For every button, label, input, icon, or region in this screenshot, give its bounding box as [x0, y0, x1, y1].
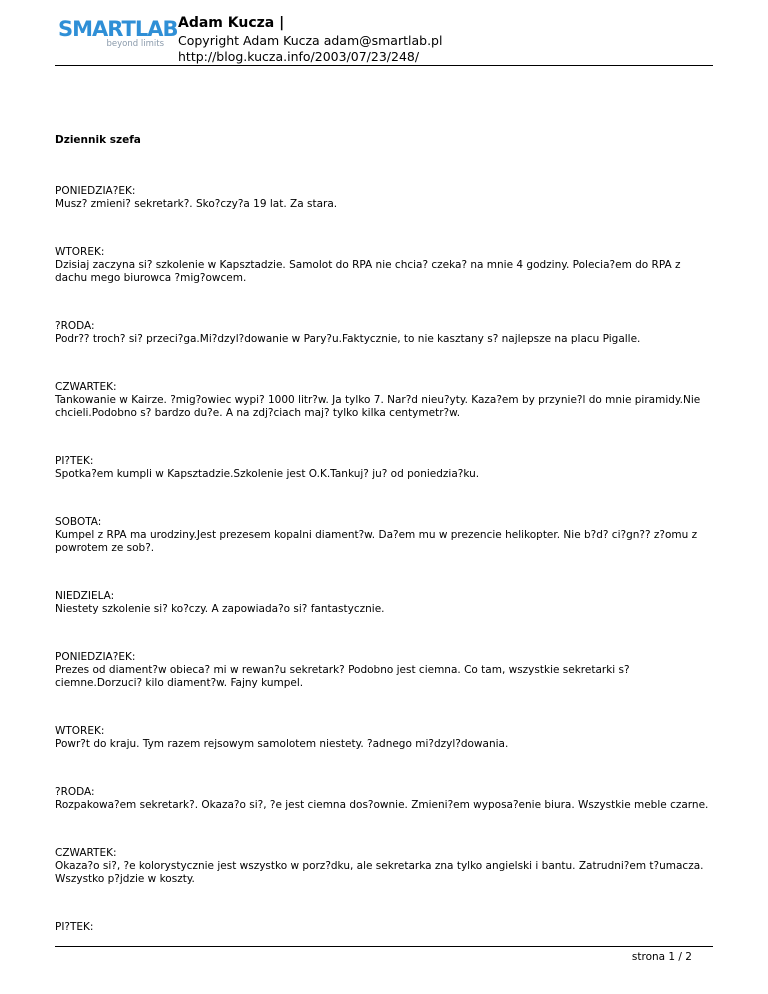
entry-day: PONIEDZIA?EK:	[55, 651, 136, 663]
entry-text: Okaza?o si?, ?e kolorystycznie jest wszystko w porz?dku, ale sekretarka zna tylko angielski i bantu. Zatrudni?em t?umacza. Wszystko p?jdzie w koszty.	[55, 860, 704, 885]
entry-day: WTOREK:	[55, 246, 105, 258]
logo-wordmark: SMARTLAB	[58, 17, 178, 41]
document-body	[55, 134, 713, 969]
logo-tagline: beyond limits	[106, 39, 164, 49]
entry-day: SOBOTA:	[55, 516, 102, 528]
diary-entry	[55, 185, 713, 211]
smartlab-logo	[58, 16, 178, 62]
diary-entry	[55, 381, 713, 420]
header-title: Adam Kucza |	[178, 15, 285, 31]
diary-entry	[55, 590, 713, 616]
diary-entry	[55, 786, 713, 812]
page-header	[55, 14, 713, 66]
entry-day: WTOREK:	[55, 725, 105, 737]
entry-day: PONIEDZIA?EK:	[55, 185, 136, 197]
diary-entry	[55, 455, 713, 481]
diary-entry	[55, 921, 713, 934]
entry-day: CZWARTEK:	[55, 847, 117, 859]
document-title: Dziennik szefa	[55, 134, 141, 146]
diary-entry	[55, 516, 713, 555]
entry-day: CZWARTEK:	[55, 381, 117, 393]
header-text	[178, 14, 713, 65]
entry-day: PI?TEK:	[55, 921, 94, 933]
entry-text: Rozpakowa?em sekretark?. Okaza?o si?, ?e jest ciemna dos?ownie. Zmieni?em wyposa?enie biura. Wszystkie meble czarne.	[55, 799, 709, 811]
entry-text: Niestety szkolenie si? ko?czy. A zapowiada?o si? fantastycznie.	[55, 603, 385, 615]
footer-divider	[55, 946, 713, 947]
entry-day: ?RODA:	[55, 320, 95, 332]
entry-text: Spotka?em kumpli w Kapsztadzie.Szkolenie jest O.K.Tankuj? ju? od poniedzia?ku.	[55, 468, 480, 480]
header-url: http://blog.kucza.info/2003/07/23/248/	[178, 49, 420, 64]
header-divider	[55, 65, 713, 66]
entry-text: Musz? zmieni? sekretark?. Sko?czy?a 19 lat. Za stara.	[55, 198, 338, 210]
diary-entry	[55, 246, 713, 285]
header-copyright: Copyright Adam Kucza adam@smartlab.pl	[178, 33, 443, 48]
diary-entry	[55, 725, 713, 751]
entry-text: Dzisiaj zaczyna si? szkolenie w Kapsztadzie. Samolot do RPA nie chcia? czeka? na mnie 4 godziny. Polecia?em do RPA z dachu mego biurowca ?mig?owcem.	[55, 259, 681, 284]
entry-text: Powr?t do kraju. Tym razem rejsowym samolotem niestety. ?adnego mi?dzyl?dowania.	[55, 738, 509, 750]
entry-text: Prezes od diament?w obieca? mi w rewan?u sekretark? Podobno jest ciemna. Co tam, wszystkie sekretarki s? ciemne.Dorzuci? kilo diament?w. Fajny kumpel.	[55, 664, 630, 689]
diary-entry	[55, 651, 713, 690]
diary-entries	[55, 185, 713, 934]
diary-entry	[55, 847, 713, 886]
entry-text: Tankowanie w Kairze. ?mig?owiec wypi? 1000 litr?w. Ja tylko 7. Nar?d nieu?yty. Kaza?em by przynie?l do mnie piramidy.Nie chcieli.Podobno s? bardzo du?e. A na zdj?ciach maj? tylko kilka centymetr?w.	[55, 394, 701, 419]
entry-text: Podr?? troch? si? przeci?ga.Mi?dzyl?dowanie w Pary?u.Faktycznie, to nie kasztany s? najlepsze na placu Pigalle.	[55, 333, 641, 345]
entry-text: Kumpel z RPA ma urodziny.Jest prezesem kopalni diament?w. Da?em mu w prezencie helikopter. Nie b?d? ci?gn?? z?omu z powrotem ze sob?.	[55, 529, 698, 554]
diary-entry	[55, 320, 713, 346]
page-number: strona 1 / 2	[631, 951, 692, 963]
entry-day: ?RODA:	[55, 786, 95, 798]
entry-day: NIEDZIELA:	[55, 590, 115, 602]
entry-day: PI?TEK:	[55, 455, 94, 467]
